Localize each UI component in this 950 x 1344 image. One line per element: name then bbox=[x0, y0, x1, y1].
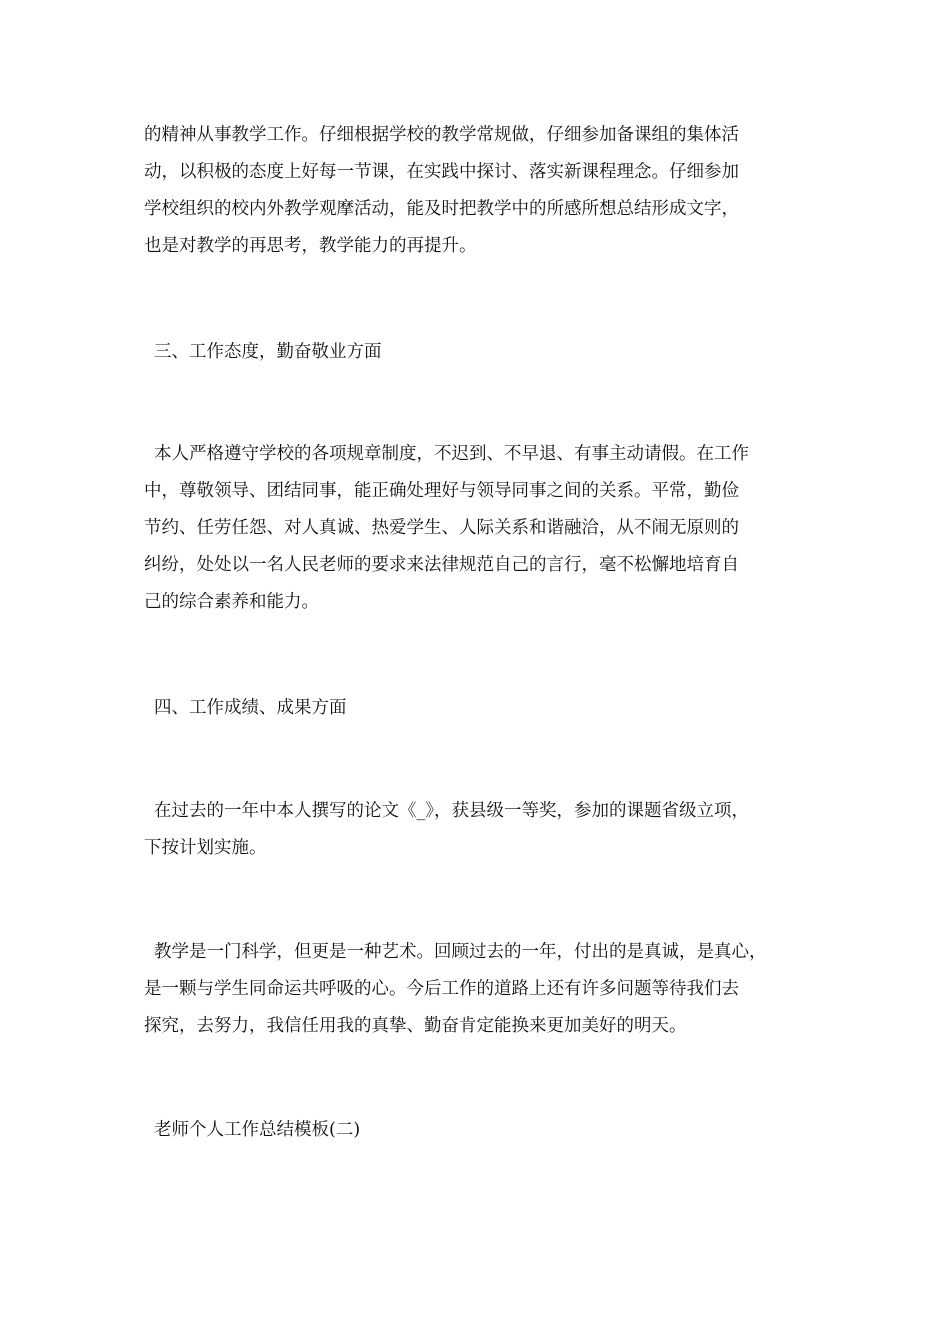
paragraph-line: 己的综合素养和能力。 bbox=[144, 592, 319, 612]
document-title-template-two bbox=[144, 1112, 814, 1149]
paragraph-line: 本人严格遵守学校的各项规章制度，不迟到、不早退、有事主动请假。在工作 bbox=[154, 444, 749, 464]
heading-line: 三、工作态度，勤奋敬业方面 bbox=[154, 342, 382, 362]
paragraph-line: 也是对教学的再思考，教学能力的再提升。 bbox=[144, 236, 477, 256]
paragraph-line: 教学是一门科学，但更是一种艺术。回顾过去的一年，付出的是真诚，是真心， bbox=[154, 942, 767, 962]
paragraph-line: 下按计划实施。 bbox=[144, 838, 267, 858]
section-heading-achievements bbox=[144, 690, 814, 727]
paragraph-line: 是一颗与学生同命运共呼吸的心。今后工作的道路上还有许多问题等待我们去 bbox=[144, 979, 739, 999]
heading-line: 老师个人工作总结模板(二) bbox=[154, 1120, 361, 1140]
paragraph-teaching-practice bbox=[144, 117, 814, 265]
paragraph-achievements bbox=[144, 793, 814, 867]
paragraph-line: 的精神从事教学工作。仔细根据学校的教学常规做，仔细参加备课组的集体活 bbox=[144, 125, 739, 145]
paragraph-line: 在过去的一年中本人撰写的论文《_》，获县级一等奖，参加的课题省级立项， bbox=[154, 801, 749, 821]
section-heading-work-attitude bbox=[144, 334, 814, 371]
paragraph-line: 节约、任劳任怨、对人真诚、热爱学生、人际关系和谐融洽，从不闹无原则的 bbox=[144, 518, 739, 538]
paragraph-work-attitude bbox=[144, 436, 814, 621]
paragraph-line: 探究，去努力，我信任用我的真挚、勤奋肯定能换来更加美好的明天。 bbox=[144, 1016, 687, 1036]
paragraph-line: 学校组织的校内外教学观摩活动，能及时把教学中的所感所想总结形成文字， bbox=[144, 199, 739, 219]
paragraph-line: 动，以积极的态度上好每一节课，在实践中探讨、落实新课程理念。仔细参加 bbox=[144, 162, 739, 182]
paragraph-line: 纠纷，处处以一名人民老师的要求来法律规范自己的言行，毫不松懈地培育自 bbox=[144, 555, 739, 575]
paragraph-conclusion bbox=[144, 934, 814, 1045]
heading-line: 四、工作成绩、成果方面 bbox=[154, 698, 347, 718]
paragraph-line: 中，尊敬领导、团结同事，能正确处理好与领导同事之间的关系。平常，勤俭 bbox=[144, 481, 739, 501]
